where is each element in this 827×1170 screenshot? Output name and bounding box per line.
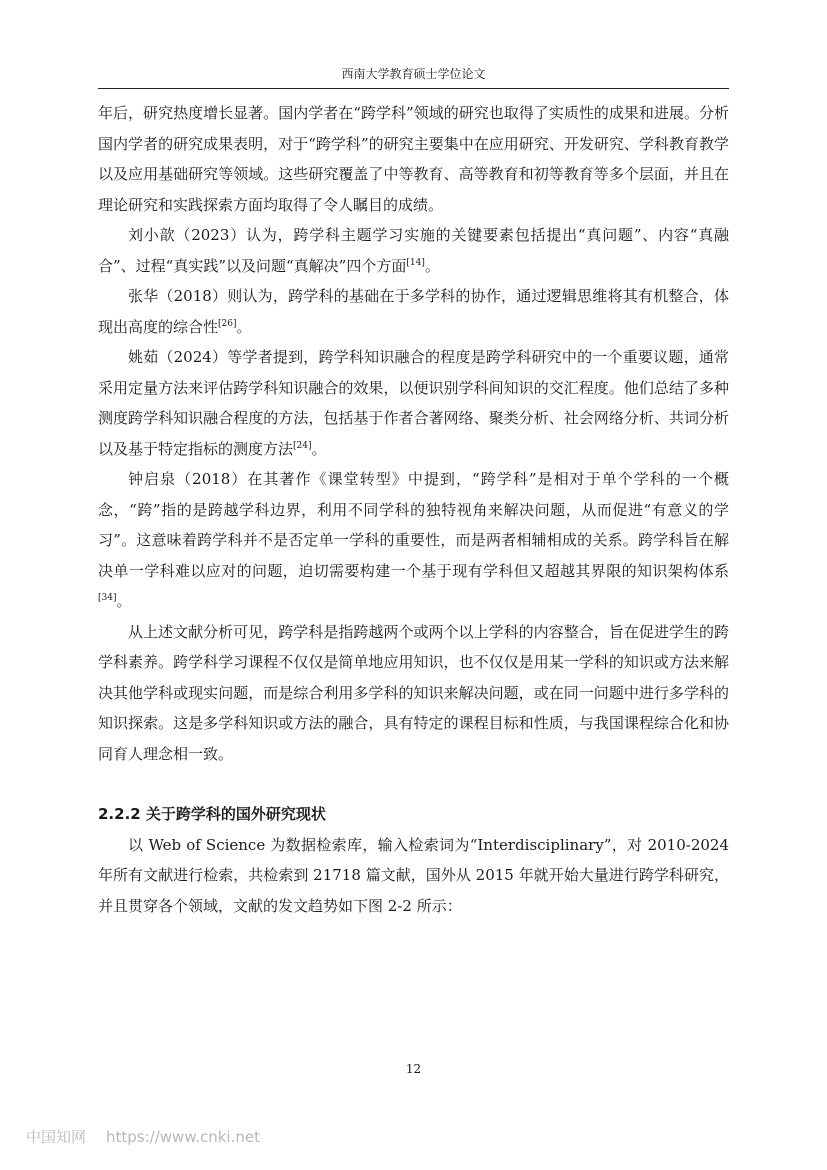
running-header: 西南大学教育硕士学位论文 [341, 67, 486, 81]
watermark-url: https://www.cnki.net [106, 1128, 260, 1146]
paragraph-liu [98, 220, 729, 281]
paragraph-tail: 。 [116, 592, 132, 610]
paragraph-tail: 。 [424, 256, 440, 275]
section-heading: 2.2.2 关于跨学科的国外研究现状 [98, 805, 326, 823]
paragraph-foreign-research [98, 830, 729, 922]
paragraph-zhang [98, 281, 729, 342]
paragraph-continuation [98, 98, 729, 220]
paragraph-text: 姚茹（2024）等学者提到，跨学科知识融合的程度是跨学科研究中的一个重要议题，通常采用定量方法来评估跨学科知识融合的效果，以便识别学科间知识的交汇程度。他们总结了多种测度跨学科知识融合程度的方法，包括基于作者合著网络、聚类分析、社会网络分析、共词分析以及基于特定指标的测度方法 [98, 348, 729, 458]
page-number: 12 [405, 1062, 422, 1076]
paragraph-text: 张华（2018）则认为，跨学科的基础在于多学科的协作，通过逻辑思维将其有机整合，体现出高度的综合性 [98, 287, 729, 336]
paragraph-text: 钟启泉（2018）在其著作《课堂转型》中提到，“跨学科”是相对于单个学科的一个概念，“跨”指的是跨越学科边界，利用不同学科的独特视角来解决问题，从而促进“有意义的学习”。这意味着跨学科并不是否定单一学科的重要性，而是两者相辅相成的关系。跨学科旨在解决单一学科难以应对的问题，迫切需要构建一个基于现有学科但又超越其界限的知识架构体系 [98, 470, 729, 580]
citation-ref: [34] [98, 593, 117, 603]
paragraph-text: 从上述文献分析可见，跨学科是指跨越两个或两个以上学科的内容整合，旨在促进学生的跨学科素养。跨学科学习课程不仅仅是简单地应用知识，也不仅仅是用某一学科的知识或方法来解决其他学科或现实问题，而是综合利用多学科的知识来解决问题，或在同一问题中进行多学科的知识探索。这是多学科知识或方法的融合，具有特定的课程目标和性质，与我国课程综合化和协同育人理念相一致。 [98, 622, 729, 763]
cnki-watermark [26, 1126, 260, 1147]
paragraph-tail: 。 [311, 439, 327, 458]
header-rule [98, 88, 729, 89]
citation-ref: [24] [293, 440, 312, 451]
watermark-brand: 中国知网 [26, 1128, 87, 1146]
page-body [98, 98, 729, 921]
citation-ref: [26] [218, 318, 237, 329]
paragraph-text: 以 Web of Science 为数据检索库，输入检索词为“Interdisciplinary”，对 2010-2024 年所有文献进行检索，共检索到 21718 篇文献，国外从 2015 年就开始大量进行跨学科研究，并且贯穿各个领域，文献的发文趋势如下图 2-2 所示： [98, 835, 729, 915]
paragraph-summary [98, 617, 729, 770]
paragraph-text: 刘小歆（2023）认为，跨学科主题学习实施的关键要素包括提出“真问题”、内容“真融合”、过程“真实践”以及问题“真解决”四个方面 [98, 226, 729, 275]
paragraph-zhong [98, 464, 729, 617]
paragraph-text: 年后，研究热度增长显著。国内学者在“跨学科”领域的研究也取得了实质性的成果和进展。分析国内学者的研究成果表明，对于“跨学科”的研究主要集中在应用研究、开发研究、学科教育教学以及应用基础研究等领域。这些研究覆盖了中等教育、高等教育和初等教育等多个层面，并且在理论研究和实践探索方面均取得了令人瞩目的成绩。 [98, 104, 729, 214]
paragraph-tail: 。 [236, 317, 252, 336]
paragraph-yao [98, 342, 729, 464]
citation-ref: [14] [406, 257, 425, 268]
